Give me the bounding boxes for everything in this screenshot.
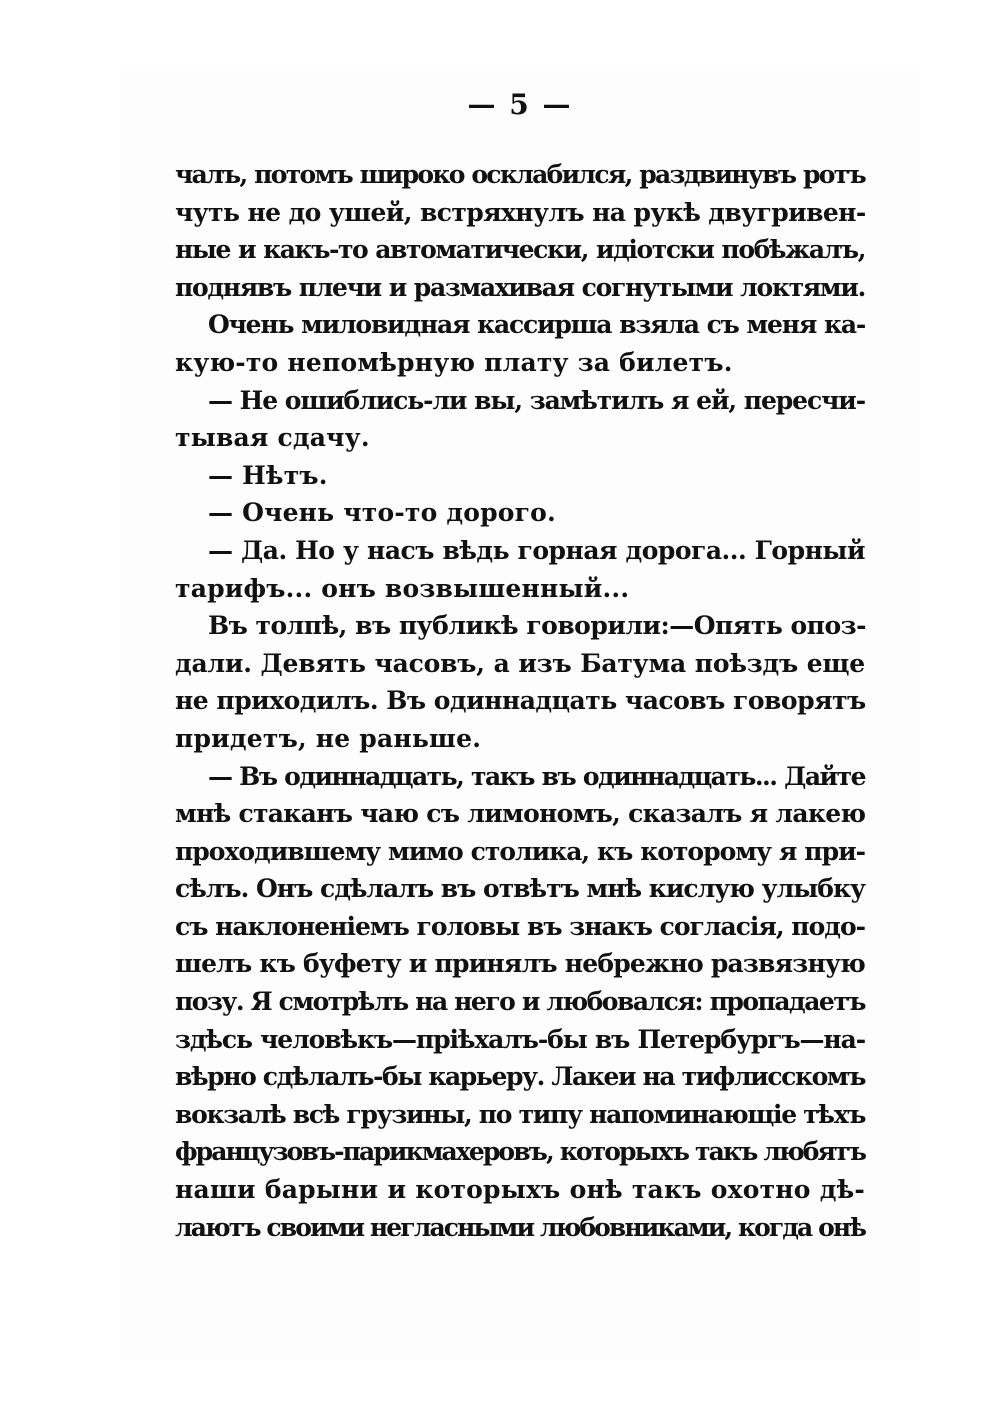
text-line: не приходилъ. Въ одиннадцать часовъ говорятъ	[175, 686, 866, 716]
text-line: поднявъ плечи и размахивая согнутыми локтями.	[175, 272, 865, 302]
text-line: мнѣ стаканъ чаю съ лимономъ, сказалъ я лакею	[175, 799, 866, 829]
text-line: вокзалѣ всѣ грузины, по типу напоминающіе тѣхъ	[175, 1099, 866, 1129]
text-line: чуть не до ушей, встряхнулъ на рукѣ двугривен-	[175, 197, 866, 227]
text-line: тарифъ... онъ возвышенный...	[175, 573, 630, 603]
text-line: — Въ одиннадцать, такъ въ одиннадцать... Дайте	[208, 761, 865, 791]
text-line: лаютъ своими негласными любовниками, когда онѣ	[175, 1212, 866, 1242]
text-line: кую-то непомѣрную плату за билетъ.	[175, 347, 733, 377]
text-line: — Нѣтъ.	[208, 460, 328, 490]
text-line: ные и какъ-то автоматически, идіотски побѣжалъ,	[175, 235, 865, 265]
text-line: — Очень что-то дорого.	[208, 498, 556, 528]
body-text	[175, 156, 865, 1246]
text-line: — Не ошиблись-ли вы, замѣтилъ я ей, пересчи-	[208, 385, 865, 415]
text-line: чалъ, потомъ широко осклабился, раздвинувъ ротъ	[175, 160, 865, 189]
text-line: — Да. Но у насъ вѣдь горная дорога... Горный	[208, 535, 865, 565]
text-line: съ наклоненіемъ головы въ знакъ согласія, подо-	[175, 911, 865, 941]
text-line: дали. Девять часовъ, а изъ Батума поѣздъ еще	[175, 648, 865, 678]
text-line: придетъ, не раньше.	[175, 723, 482, 753]
text-line: Въ толпѣ, въ публикѣ говорили:—Опять опоз-	[208, 611, 866, 641]
text-line: французовъ-парикмахеровъ, которыхъ такъ любятъ	[175, 1137, 865, 1167]
text-line: тывая сдачу.	[175, 423, 370, 453]
text-line: здѣсь человѣкъ—пріѣхалъ-бы въ Петербургъ—на-	[175, 1024, 865, 1054]
text-line: наши барыни и которыхъ онѣ такъ охотно дѣ-	[175, 1175, 865, 1205]
text-line: Очень миловидная кассирша взяла съ меня ка-	[208, 310, 865, 340]
text-line: шелъ къ буфету и принялъ небрежно развязную	[175, 949, 865, 979]
text-line: сѣлъ. Онъ сдѣлалъ въ отвѣтъ мнѣ кислую улыбку	[175, 874, 866, 904]
text-line: проходившему мимо столика, къ которому я при-	[175, 836, 865, 866]
text-line: вѣрно сдѣлалъ-бы карьеру. Лакеи на тифлисскомъ	[175, 1062, 865, 1092]
text-line: позу. Я смотрѣлъ на него и любовался: пропадаетъ	[175, 987, 865, 1017]
page-number: — 5 —	[467, 88, 573, 121]
